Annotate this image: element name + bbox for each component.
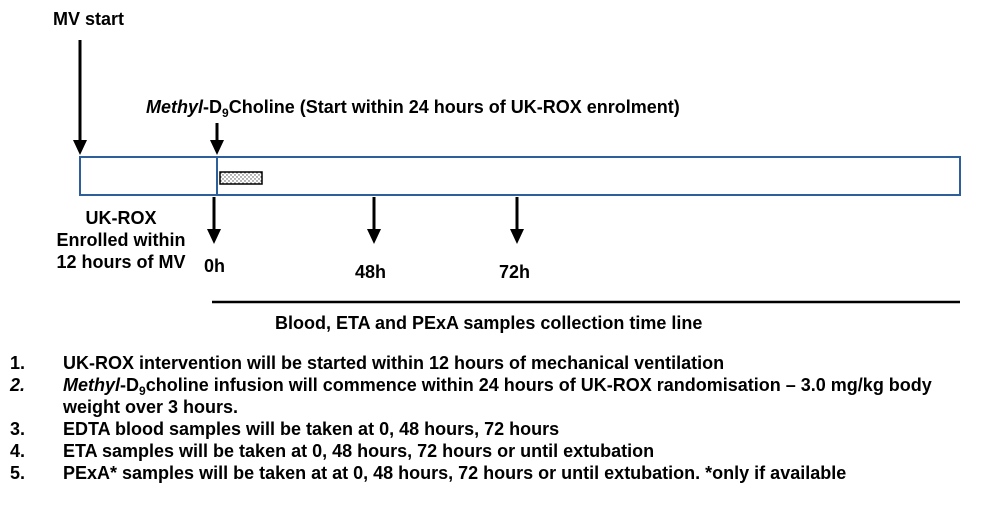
enrolled-line-3: 12 hours of MV (56, 252, 186, 272)
note-item (0, 440, 1000, 462)
note-number: 3. (10, 419, 26, 439)
timeline-bar (80, 157, 960, 195)
collection-timeline-label: Blood, ETA and PExA samples collection time line (275, 313, 703, 333)
methyl-choline-arrow (210, 123, 224, 155)
note-text: PExA* samples will be taken at at 0, 48 hours, 72 hours or until extubation. *only if available (63, 463, 847, 483)
methyl-choline-label (146, 96, 680, 118)
notes-list (0, 352, 1000, 484)
note-number: 1. (10, 353, 26, 373)
arrow-72h (510, 197, 524, 244)
note-text: EDTA blood samples will be taken at 0, 48 hours, 72 hours (63, 419, 560, 439)
methyl-rest: Choline (Start within 24 hours of UK-ROX enrolment) (228, 97, 680, 117)
arrow-48h (367, 197, 381, 244)
note-rest: choline infusion will commence within 24 hours of UK-ROX randomisation – 3.0 mg/kg body weight over 3 hours. (63, 375, 932, 417)
note-item (0, 374, 1000, 418)
arrow-0h (207, 197, 221, 244)
note-methyl-italic: Methyl (63, 375, 121, 395)
methyl-italic: Methyl (146, 97, 204, 117)
note-subscript: 9 (139, 384, 146, 398)
methyl-subscript: 9 (222, 106, 229, 120)
mv-start-arrow (73, 40, 87, 155)
note-text: UK-ROX intervention will be started within 12 hours of mechanical ventilation (63, 353, 725, 373)
note-item (0, 418, 1000, 440)
timepoint-72h: 72h (499, 262, 531, 282)
note-number: 5. (10, 463, 26, 483)
enrolled-label (48, 207, 194, 273)
infusion-block (220, 172, 262, 184)
enrolled-line-1: UK-ROX (85, 208, 157, 228)
mv-start-label: MV start (53, 9, 125, 29)
timepoint-0h: 0h (204, 256, 226, 276)
methyl-d-prefix: -D (203, 97, 223, 117)
note-text: ETA samples will be taken at 0, 48 hours, 72 hours or until extubation (63, 441, 655, 461)
note-number: 4. (10, 441, 26, 461)
note-item (0, 462, 1000, 484)
note-number: 2. (10, 375, 26, 395)
timepoint-48h: 48h (355, 262, 387, 282)
enrolled-line-2: Enrolled within (56, 230, 186, 250)
note-d-prefix: -D (120, 375, 140, 395)
note-item (0, 352, 1000, 374)
note-text (63, 374, 993, 418)
